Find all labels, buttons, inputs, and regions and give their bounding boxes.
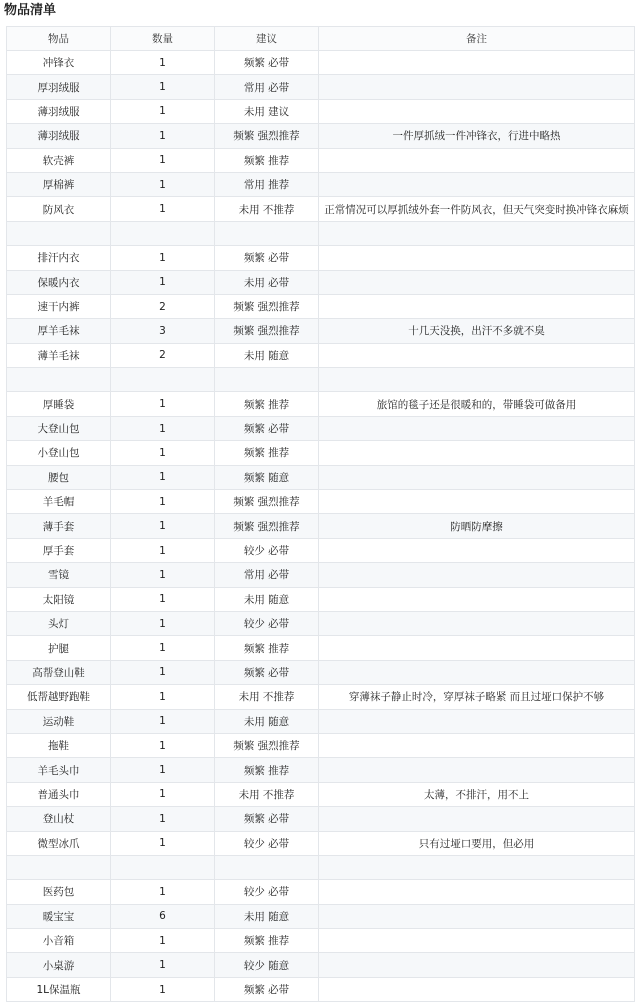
cell-quantity: 1 — [111, 880, 215, 904]
cell-quantity: 1 — [111, 929, 215, 953]
cell-item: 小桌游 — [7, 953, 111, 977]
cell-quantity: 1 — [111, 246, 215, 270]
cell-suggestion: 频繁 强烈推荐 — [215, 733, 319, 757]
cell-quantity: 2 — [111, 343, 215, 367]
table-row — [7, 392, 635, 416]
table-row — [7, 246, 635, 270]
cell-item: 小登山包 — [7, 441, 111, 465]
cell-suggestion: 频繁 必带 — [215, 977, 319, 1001]
cell-item: 微型冰爪 — [7, 831, 111, 855]
cell-suggestion: 常用 必带 — [215, 563, 319, 587]
cell-notes — [319, 587, 635, 611]
cell-notes — [319, 807, 635, 831]
cell-suggestion: 频繁 推荐 — [215, 636, 319, 660]
cell-quantity: 1 — [111, 611, 215, 635]
cell-item: 薄羽绒服 — [7, 99, 111, 123]
cell-quantity: 1 — [111, 953, 215, 977]
cell-quantity: 1 — [111, 490, 215, 514]
cell-quantity: 1 — [111, 709, 215, 733]
cell-item: 防风衣 — [7, 197, 111, 221]
cell-item: 太阳镜 — [7, 587, 111, 611]
cell-suggestion: 频繁 推荐 — [215, 148, 319, 172]
cell-suggestion: 频繁 推荐 — [215, 392, 319, 416]
cell-quantity: 1 — [111, 831, 215, 855]
table-row — [7, 904, 635, 928]
cell-notes — [319, 855, 635, 879]
cell-item: 排汗内衣 — [7, 246, 111, 270]
cell-item: 厚棉裤 — [7, 172, 111, 196]
cell-suggestion: 频繁 强烈推荐 — [215, 490, 319, 514]
cell-quantity: 1 — [111, 660, 215, 684]
table-body — [7, 51, 635, 1002]
cell-quantity: 1 — [111, 465, 215, 489]
table-row — [7, 343, 635, 367]
cell-notes — [319, 929, 635, 953]
cell-notes — [319, 977, 635, 1001]
cell-notes — [319, 563, 635, 587]
cell-item — [7, 221, 111, 245]
cell-suggestion: 频繁 强烈推荐 — [215, 124, 319, 148]
cell-notes: 防晒防摩擦 — [319, 514, 635, 538]
cell-item: 厚睡袋 — [7, 392, 111, 416]
cell-notes — [319, 148, 635, 172]
cell-suggestion — [215, 221, 319, 245]
cell-suggestion — [215, 855, 319, 879]
cell-quantity: 1 — [111, 75, 215, 99]
cell-quantity: 2 — [111, 294, 215, 318]
cell-quantity: 1 — [111, 782, 215, 806]
cell-notes — [319, 75, 635, 99]
table-row — [7, 124, 635, 148]
table-row — [7, 197, 635, 221]
cell-quantity — [111, 221, 215, 245]
table-row — [7, 831, 635, 855]
column-header-quantity[interactable]: 数量 — [111, 27, 215, 51]
cell-quantity: 1 — [111, 636, 215, 660]
table-row — [7, 929, 635, 953]
cell-notes — [319, 880, 635, 904]
table-row — [7, 733, 635, 757]
cell-notes — [319, 636, 635, 660]
cell-notes: 一件厚抓绒一件冲锋衣，行进中略热 — [319, 124, 635, 148]
cell-notes: 正常情况可以厚抓绒外套一件防风衣，但天气突变时换冲锋衣麻烦 — [319, 197, 635, 221]
cell-suggestion: 未用 建议 — [215, 99, 319, 123]
cell-quantity — [111, 855, 215, 879]
cell-item: 登山杖 — [7, 807, 111, 831]
cell-notes — [319, 611, 635, 635]
table-row — [7, 221, 635, 245]
cell-suggestion: 频繁 推荐 — [215, 929, 319, 953]
header-row — [7, 27, 635, 51]
cell-suggestion: 频繁 必带 — [215, 807, 319, 831]
table-row — [7, 538, 635, 562]
cell-suggestion: 频繁 必带 — [215, 416, 319, 440]
cell-notes — [319, 270, 635, 294]
cell-quantity: 1 — [111, 172, 215, 196]
column-header-item[interactable]: 物品 — [7, 27, 111, 51]
table-row — [7, 953, 635, 977]
cell-quantity: 6 — [111, 904, 215, 928]
table-header — [7, 27, 635, 51]
cell-suggestion: 频繁 强烈推荐 — [215, 514, 319, 538]
cell-item: 高帮登山鞋 — [7, 660, 111, 684]
cell-notes — [319, 416, 635, 440]
table-row — [7, 270, 635, 294]
cell-quantity: 3 — [111, 319, 215, 343]
table-row — [7, 685, 635, 709]
cell-suggestion: 较少 随意 — [215, 953, 319, 977]
cell-notes — [319, 294, 635, 318]
cell-quantity: 1 — [111, 587, 215, 611]
table-row — [7, 465, 635, 489]
table-row — [7, 294, 635, 318]
cell-suggestion: 频繁 推荐 — [215, 441, 319, 465]
cell-notes — [319, 343, 635, 367]
cell-notes — [319, 904, 635, 928]
table-row — [7, 51, 635, 75]
cell-suggestion: 未用 不推荐 — [215, 197, 319, 221]
cell-item: 速干内裤 — [7, 294, 111, 318]
cell-item: 暖宝宝 — [7, 904, 111, 928]
cell-item: 薄手套 — [7, 514, 111, 538]
cell-quantity: 1 — [111, 124, 215, 148]
page-title: 物品清单 — [4, 3, 57, 18]
cell-quantity: 1 — [111, 514, 215, 538]
cell-item: 普通头巾 — [7, 782, 111, 806]
cell-suggestion: 频繁 强烈推荐 — [215, 319, 319, 343]
cell-quantity: 1 — [111, 441, 215, 465]
cell-suggestion: 常用 推荐 — [215, 172, 319, 196]
table-row — [7, 587, 635, 611]
column-header-suggestion[interactable]: 建议 — [215, 27, 319, 51]
table-row — [7, 636, 635, 660]
cell-quantity: 1 — [111, 197, 215, 221]
cell-notes — [319, 709, 635, 733]
cell-suggestion: 频繁 强烈推荐 — [215, 294, 319, 318]
cell-notes: 旅馆的毯子还是很暖和的，带睡袋可做备用 — [319, 392, 635, 416]
cell-item: 腰包 — [7, 465, 111, 489]
cell-notes — [319, 441, 635, 465]
cell-quantity: 1 — [111, 563, 215, 587]
column-header-notes[interactable]: 备注 — [319, 27, 635, 51]
cell-notes — [319, 368, 635, 392]
cell-item: 软壳裤 — [7, 148, 111, 172]
cell-suggestion: 较少 必带 — [215, 831, 319, 855]
table-row — [7, 880, 635, 904]
cell-suggestion: 频繁 随意 — [215, 465, 319, 489]
cell-item: 护腿 — [7, 636, 111, 660]
cell-notes — [319, 953, 635, 977]
cell-quantity: 1 — [111, 685, 215, 709]
cell-suggestion: 未用 不推荐 — [215, 685, 319, 709]
cell-quantity: 1 — [111, 733, 215, 757]
cell-suggestion: 未用 随意 — [215, 587, 319, 611]
cell-quantity: 1 — [111, 807, 215, 831]
cell-suggestion: 频繁 必带 — [215, 51, 319, 75]
cell-quantity: 1 — [111, 270, 215, 294]
cell-suggestion: 较少 必带 — [215, 538, 319, 562]
table-row — [7, 441, 635, 465]
cell-suggestion: 常用 必带 — [215, 75, 319, 99]
cell-item — [7, 368, 111, 392]
table-row — [7, 758, 635, 782]
cell-notes — [319, 221, 635, 245]
cell-notes: 只有过垭口要用，但必用 — [319, 831, 635, 855]
table-row — [7, 99, 635, 123]
cell-item: 羊毛帽 — [7, 490, 111, 514]
cell-notes — [319, 490, 635, 514]
cell-suggestion: 未用 随意 — [215, 343, 319, 367]
cell-notes: 穿薄袜子静止时冷，穿厚袜子略紧 而且过垭口保护不够 — [319, 685, 635, 709]
cell-notes — [319, 538, 635, 562]
cell-quantity: 1 — [111, 51, 215, 75]
cell-item: 医药包 — [7, 880, 111, 904]
cell-suggestion: 较少 必带 — [215, 611, 319, 635]
cell-suggestion: 未用 不推荐 — [215, 782, 319, 806]
cell-notes — [319, 246, 635, 270]
table-row — [7, 782, 635, 806]
table-row — [7, 709, 635, 733]
cell-item: 保暖内衣 — [7, 270, 111, 294]
cell-suggestion: 频繁 必带 — [215, 660, 319, 684]
cell-item: 低帮越野跑鞋 — [7, 685, 111, 709]
table-row — [7, 514, 635, 538]
table-row — [7, 490, 635, 514]
table-row — [7, 148, 635, 172]
cell-suggestion — [215, 368, 319, 392]
table-row — [7, 172, 635, 196]
cell-suggestion: 未用 必带 — [215, 270, 319, 294]
cell-item: 厚手套 — [7, 538, 111, 562]
table-row — [7, 75, 635, 99]
cell-quantity — [111, 368, 215, 392]
table-row — [7, 855, 635, 879]
cell-quantity: 1 — [111, 977, 215, 1001]
cell-suggestion: 较少 必带 — [215, 880, 319, 904]
cell-quantity: 1 — [111, 99, 215, 123]
cell-quantity: 1 — [111, 758, 215, 782]
cell-notes — [319, 733, 635, 757]
cell-notes: 太薄，不排汗，用不上 — [319, 782, 635, 806]
table-row — [7, 319, 635, 343]
cell-quantity: 1 — [111, 416, 215, 440]
cell-item — [7, 855, 111, 879]
cell-quantity: 1 — [111, 148, 215, 172]
cell-item: 1L保温瓶 — [7, 977, 111, 1001]
cell-item: 雪镜 — [7, 563, 111, 587]
cell-item: 大登山包 — [7, 416, 111, 440]
cell-notes — [319, 172, 635, 196]
cell-suggestion: 未用 随意 — [215, 904, 319, 928]
cell-quantity: 1 — [111, 538, 215, 562]
cell-item: 薄羽绒服 — [7, 124, 111, 148]
cell-suggestion: 未用 随意 — [215, 709, 319, 733]
table-row — [7, 977, 635, 1001]
cell-item: 小音箱 — [7, 929, 111, 953]
cell-item: 冲锋衣 — [7, 51, 111, 75]
cell-notes — [319, 660, 635, 684]
table-row — [7, 368, 635, 392]
cell-item: 厚羽绒服 — [7, 75, 111, 99]
cell-item: 厚羊毛袜 — [7, 319, 111, 343]
cell-item: 运动鞋 — [7, 709, 111, 733]
table-row — [7, 807, 635, 831]
cell-notes — [319, 51, 635, 75]
items-table — [6, 26, 635, 1002]
cell-item: 薄羊毛袜 — [7, 343, 111, 367]
cell-notes — [319, 465, 635, 489]
cell-suggestion: 频繁 必带 — [215, 246, 319, 270]
cell-item: 头灯 — [7, 611, 111, 635]
cell-item: 羊毛头巾 — [7, 758, 111, 782]
cell-notes — [319, 758, 635, 782]
cell-item: 拖鞋 — [7, 733, 111, 757]
cell-suggestion: 频繁 推荐 — [215, 758, 319, 782]
table-row — [7, 563, 635, 587]
table-row — [7, 611, 635, 635]
cell-notes — [319, 99, 635, 123]
table-row — [7, 416, 635, 440]
table-row — [7, 660, 635, 684]
cell-notes: 十几天没换，出汗不多就不臭 — [319, 319, 635, 343]
cell-quantity: 1 — [111, 392, 215, 416]
